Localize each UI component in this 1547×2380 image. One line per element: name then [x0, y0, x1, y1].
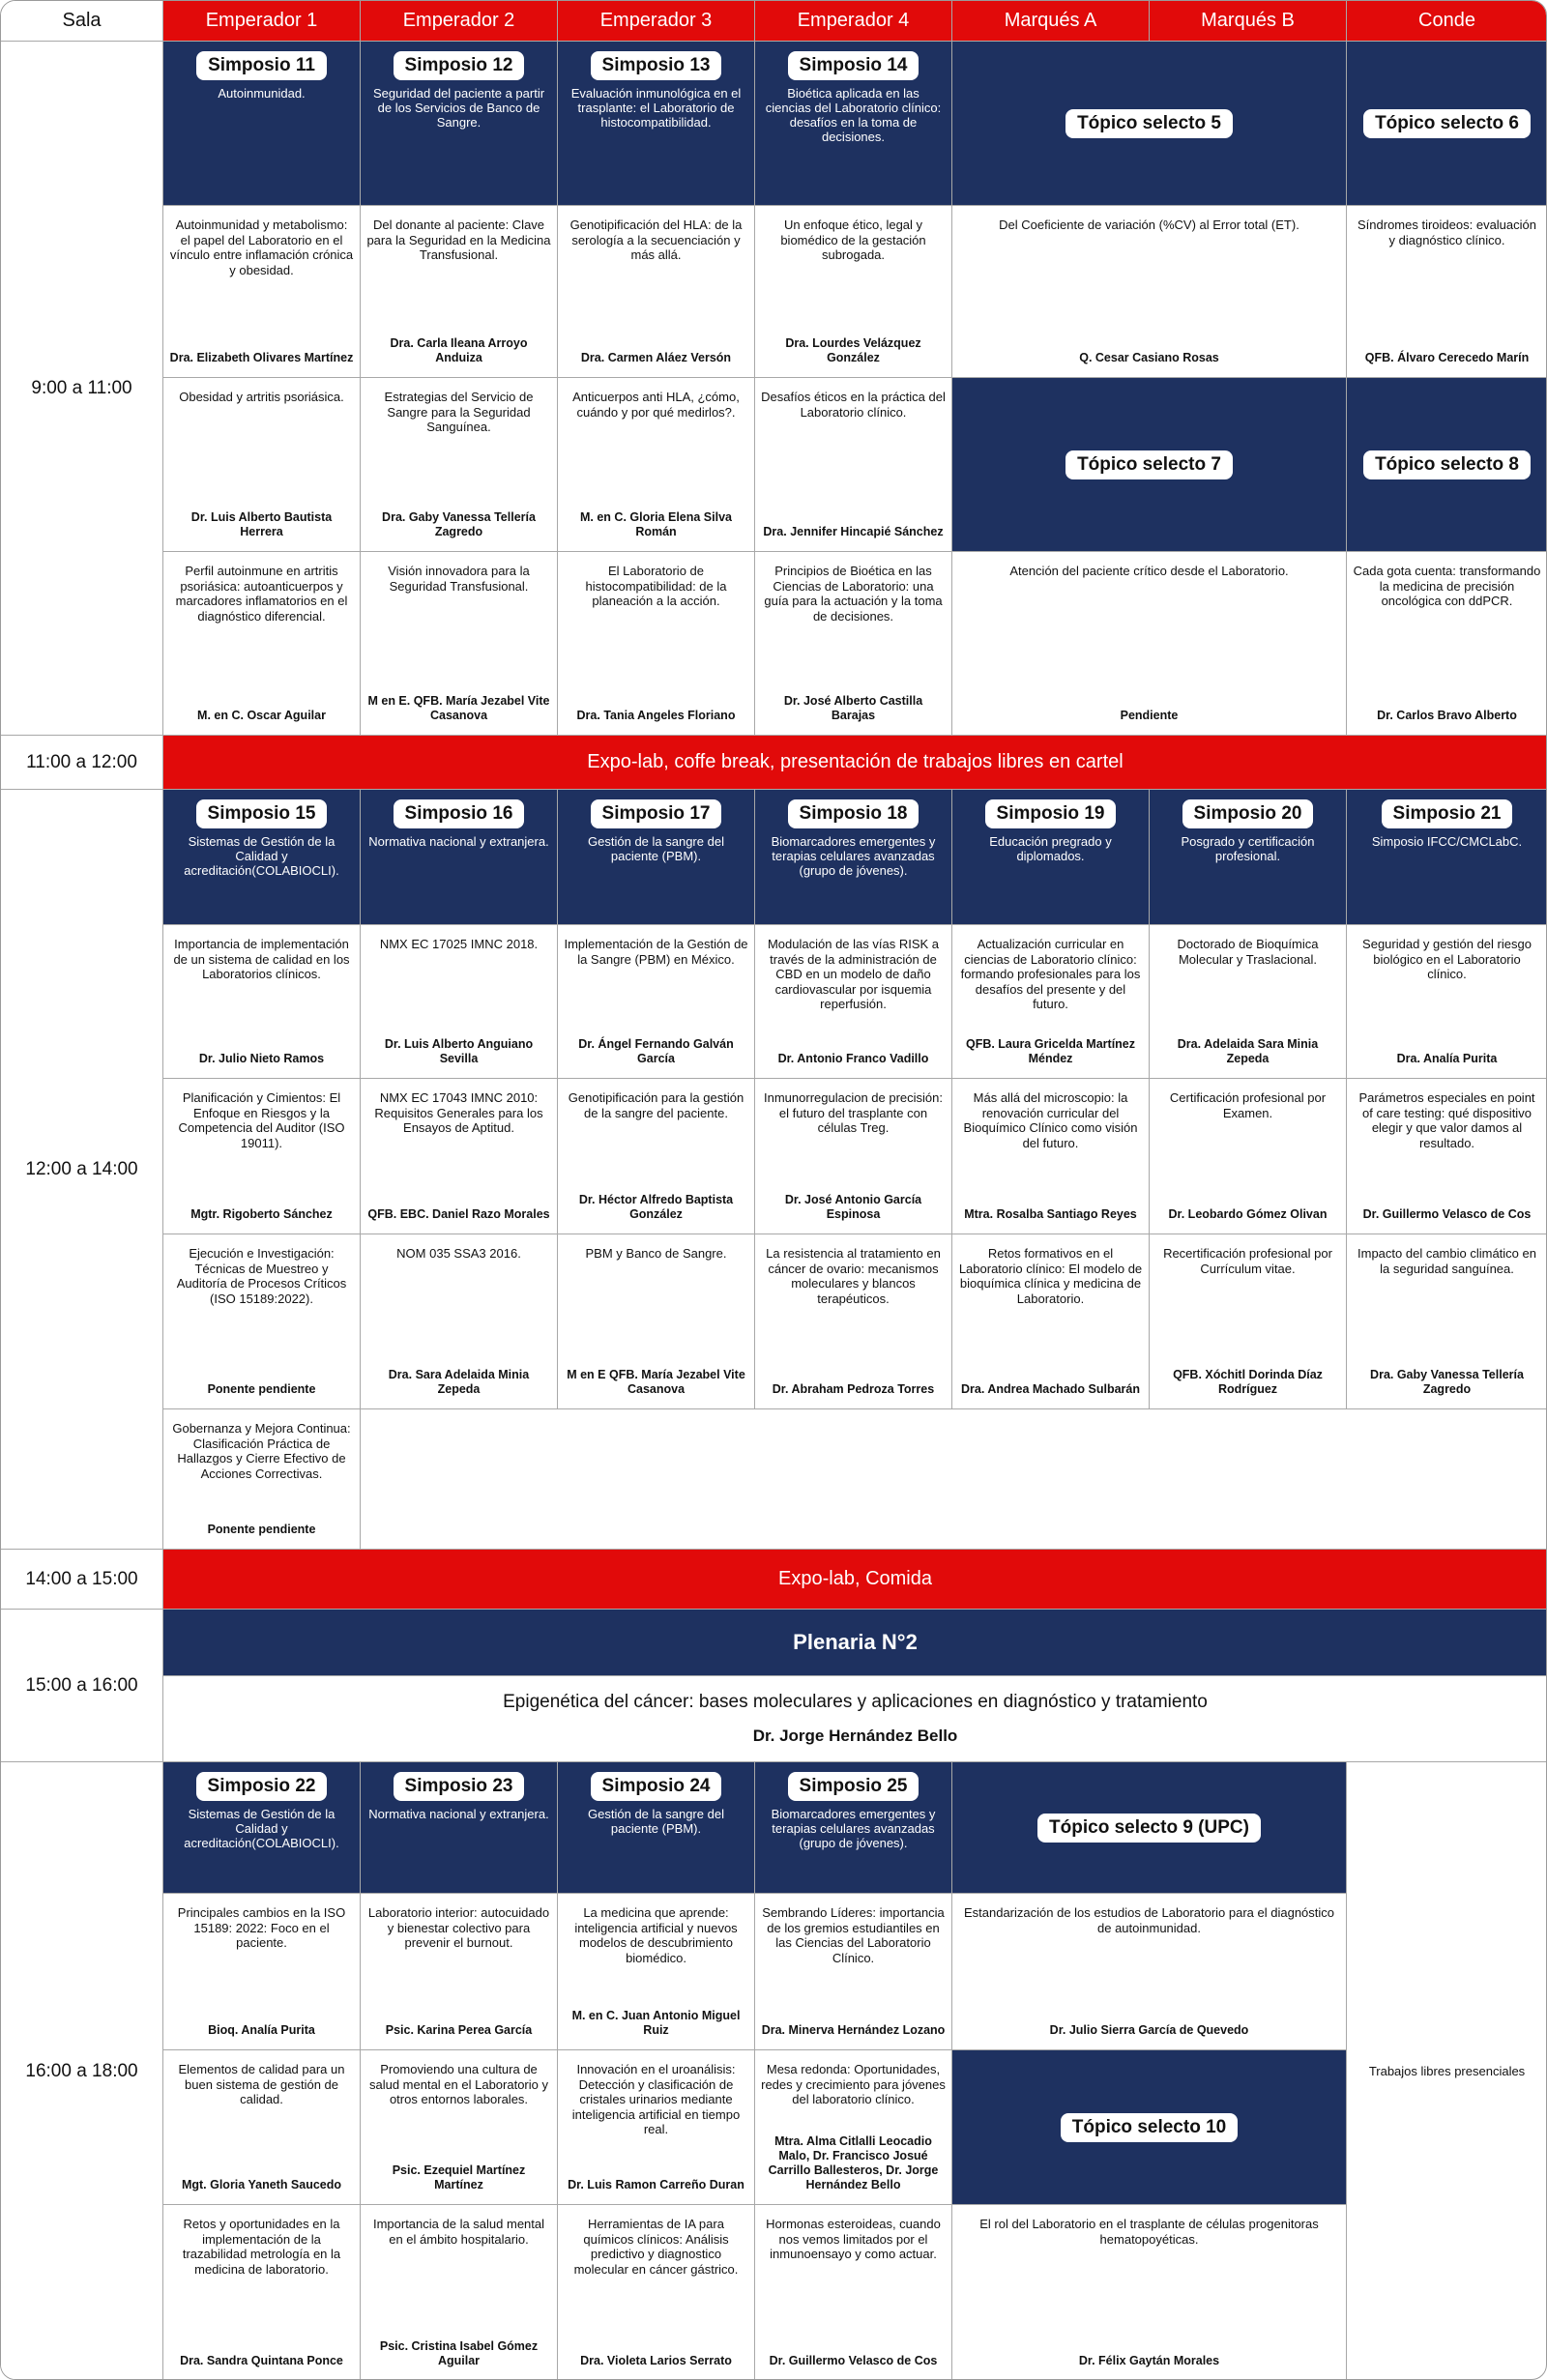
speaker-name: QFB. EBC. Daniel Razo Morales: [367, 1207, 550, 1221]
speaker-name: Dr. Leobardo Gómez Olivan: [1168, 1207, 1328, 1221]
talk-cell: [952, 1079, 1150, 1234]
talk-cell: [755, 2050, 952, 2205]
speaker-name: M. en C. Gloria Elena Silva Román: [580, 510, 732, 538]
symposium-badge: Simposio 22: [196, 1772, 328, 1801]
symposium-header: [558, 42, 755, 206]
symposium-badge: Simposio 25: [788, 1772, 919, 1801]
topic-badge: Tópico selecto 9 (UPC): [1037, 1814, 1261, 1843]
talk-cell: [558, 378, 755, 552]
talk-title: Parámetros especiales en point of care testing: qué dispositivo elegir y que valor damos al resultado.: [1358, 1090, 1535, 1150]
symposium-badge: Simposio 17: [591, 799, 722, 828]
talk-title: Síndromes tiroideos: evaluación y diagnóstico clínico.: [1357, 218, 1536, 247]
time-slot: 12:00 a 14:00: [1, 790, 163, 1550]
talk-cell: [1150, 925, 1347, 1079]
symposium-header: [361, 42, 558, 206]
coffee-break-band: Expo-lab, coffe break, presentación de trabajos libres en cartel: [163, 736, 1547, 790]
symposium-description: Bioética aplicada en las ciencias del Laboratorio clínico: desafíos en la toma de decisiones.: [765, 86, 942, 144]
talk-title: Más allá del microscopio: la renovación curricular del Bioquímico Clínico como visión del futuro.: [963, 1090, 1138, 1150]
lunch-band: Expo-lab, Comida: [163, 1550, 1547, 1610]
header-sala: Sala: [1, 1, 163, 42]
talk-title: Implementación de la Gestión de la Sangre (PBM) en México.: [564, 937, 748, 967]
talk-cell: [163, 1234, 361, 1409]
speaker-name: Dra. Adelaida Sara Minia Zepeda: [1177, 1037, 1319, 1065]
time-slot: 16:00 a 18:00: [1, 1762, 163, 2380]
symposium-header: [755, 42, 952, 206]
symposium-header: [1347, 790, 1547, 925]
speaker-name: Dra. Sara Adelaida Minia Zepeda: [388, 1368, 530, 1396]
talk-title: Un enfoque ético, legal y biomédico de la gestación subrogada.: [780, 218, 926, 262]
talk-cell: [163, 2205, 361, 2380]
speaker-name: Dr. Antonio Franco Vadillo: [777, 1052, 929, 1065]
talk-cell: [755, 1894, 952, 2050]
room-header: Conde: [1347, 1, 1547, 42]
talk-title: Mesa redonda: Oportunidades, redes y crecimiento para jóvenes del laboratorio clínico.: [761, 2062, 946, 2106]
speaker-name: M en E QFB. María Jezabel Vite Casanova: [567, 1368, 745, 1396]
speaker-name: Dr. Carlos Bravo Alberto: [1377, 709, 1517, 722]
symposium-description: Normativa nacional y extranjera.: [368, 1807, 549, 1821]
talk-cell: [755, 378, 952, 552]
symposium-header: [1150, 790, 1347, 925]
symposium-description: Biomarcadores emergentes y terapias celulares avanzadas (grupo de jóvenes).: [771, 834, 936, 878]
talk-title: Planificación y Cimientos: El Enfoque en Riesgos y la Competencia del Auditor (ISO 19011).: [178, 1090, 345, 1150]
talk-cell: [163, 925, 361, 1079]
talk-title: Importancia de implementación de un sistema de calidad en los Laboratorios clínicos.: [173, 937, 350, 981]
room-header: Emperador 3: [558, 1, 755, 42]
speaker-name: Bioq. Analía Purita: [208, 2023, 315, 2037]
speaker-name: Psic. Ezequiel Martínez Martínez: [392, 2163, 526, 2191]
talk-cell: [163, 206, 361, 378]
room-header: Marqués B: [1150, 1, 1347, 42]
speaker-name: Dra. Lourdes Velázquez González: [785, 336, 921, 364]
talk-cell: [163, 1894, 361, 2050]
topic-header: [952, 42, 1347, 206]
plenary-body: [163, 1676, 1547, 1762]
talk-title: Retos formativos en el Laboratorio clínico: El modelo de bioquímica clínica y medicina de Laboratorio.: [958, 1246, 1143, 1306]
empty-cell: [361, 1409, 1547, 1550]
speaker-name: Q. Cesar Casiano Rosas: [1079, 351, 1219, 364]
topic-header: [952, 2050, 1347, 2205]
talk-cell: [558, 925, 755, 1079]
room-header: Emperador 2: [361, 1, 558, 42]
plenary-title: Plenaria N°2: [163, 1610, 1547, 1676]
talk-cell: [1347, 925, 1547, 1079]
topic-header: [952, 378, 1347, 552]
talk-title: Actualización curricular en ciencias de Laboratorio clínico: formando profesionales para los desafíos del presente y del futuro.: [960, 937, 1141, 1011]
room-header: Emperador 1: [163, 1, 361, 42]
talk-cell: [163, 1079, 361, 1234]
talk-cell: [952, 1234, 1150, 1409]
speaker-name: Dr. Héctor Alfredo Baptista González: [578, 1193, 734, 1221]
talk-title: Del Coeficiente de variación (%CV) al Error total (ET).: [999, 218, 1299, 232]
talk-cell: [1150, 1234, 1347, 1409]
symposium-description: Gestión de la sangre del paciente (PBM).: [588, 1807, 724, 1836]
talk-cell: [361, 2050, 558, 2205]
speaker-name: Mgt. Gloria Yaneth Saucedo: [181, 2178, 342, 2191]
talk-title: Elementos de calidad para un buen sistema de gestión de calidad.: [178, 2062, 345, 2106]
talk-title: El rol del Laboratorio en el trasplante de células progenitoras hematopoyéticas.: [979, 2217, 1319, 2247]
speaker-name: Dr. Luis Ramon Carreño Duran: [568, 2178, 744, 2191]
talk-title: La medicina que aprende: inteligencia artificial y nuevos modelos de descubrimiento biomédico.: [574, 1905, 738, 1965]
topic-badge: Tópico selecto 5: [1065, 109, 1233, 138]
talk-title: Genotipificación para la gestión de la sangre del paciente.: [568, 1090, 744, 1120]
talk-title: Laboratorio interior: autocuidado y bienestar colectivo para prevenir el burnout.: [367, 1905, 550, 1950]
talk-cell: [361, 1234, 558, 1409]
talk-title: Doctorado de Bioquímica Molecular y Traslacional.: [1177, 937, 1319, 967]
symposium-header: [952, 790, 1150, 925]
talk-title: Recertificación profesional por Currículum vitae.: [1163, 1246, 1332, 1276]
plenary-speaker: Dr. Jorge Hernández Bello: [752, 1727, 958, 1745]
talk-title: Principales cambios en la ISO 15189: 2022: Foco en el paciente.: [177, 1905, 346, 1950]
speaker-name: Pendiente: [1120, 709, 1179, 722]
talk-cell: [361, 1079, 558, 1234]
symposium-header: [755, 1762, 952, 1894]
talk-title: Promoviendo una cultura de salud mental en el Laboratorio y otros entornos laborales.: [368, 2062, 548, 2106]
talk-title: Visión innovadora para la Seguridad Transfusional.: [388, 564, 530, 594]
time-slot: 15:00 a 16:00: [1, 1610, 163, 1762]
speaker-name: Dra. Violeta Larios Serrato: [580, 2354, 732, 2367]
talk-title: Ejecución e Investigación: Técnicas de Muestreo y Auditoría de Procesos Críticos (ISO 15189:2022).: [176, 1246, 347, 1306]
symposium-header: [558, 1762, 755, 1894]
talk-title: Herramientas de IA para químicos clínicos: Análisis predictivo y diagnostico molecular en cáncer gástrico.: [573, 2217, 739, 2277]
speaker-name: Ponente pendiente: [207, 1382, 316, 1396]
talk-cell: [755, 925, 952, 1079]
talk-cell: [952, 2205, 1347, 2380]
speaker-name: Dra. Gaby Vanessa Tellería Zagredo: [382, 510, 536, 538]
speaker-name: QFB. Laura Gricelda Martínez Méndez: [965, 1037, 1136, 1065]
talk-cell: [558, 2205, 755, 2380]
symposium-description: Posgrado y certificación profesional.: [1181, 834, 1315, 863]
talk-cell: [361, 206, 558, 378]
symposium-badge: Simposio 18: [788, 799, 919, 828]
talk-title: Modulación de las vías RISK a través de la administración de CBD en un modelo de daño cardiovascular por isquemia reperfusión.: [767, 937, 940, 1011]
talk-cell: [952, 925, 1150, 1079]
symposium-description: Autoinmunidad.: [218, 86, 306, 101]
speaker-name: Dr. Félix Gaytán Morales: [1078, 2354, 1220, 2367]
speaker-name: Dr. Luis Alberto Bautista Herrera: [190, 510, 333, 538]
talk-cell: [361, 925, 558, 1079]
talk-title: Anticuerpos anti HLA, ¿cómo, cuándo y por qué medirlos?.: [572, 390, 740, 420]
topic-badge: Tópico selecto 6: [1363, 109, 1531, 138]
talk-cell: [755, 2205, 952, 2380]
talk-title: Certificación profesional por Examen.: [1169, 1090, 1327, 1120]
talk-cell: [558, 206, 755, 378]
symposium-badge: Simposio 11: [196, 51, 327, 80]
speaker-name: Mgtr. Rigoberto Sánchez: [190, 1207, 333, 1221]
topic-badge: Tópico selecto 8: [1363, 450, 1531, 479]
speaker-name: Dra. Minerva Hernández Lozano: [761, 2023, 946, 2037]
speaker-name: M. en C. Juan Antonio Miguel Ruiz: [571, 2009, 741, 2037]
room-header: Marqués A: [952, 1, 1150, 42]
talk-cell: [163, 2050, 361, 2205]
symposium-header: [558, 790, 755, 925]
talk-cell: [1347, 1079, 1547, 1234]
talk-cell: [952, 1894, 1347, 2050]
time-slot: 11:00 a 12:00: [1, 736, 163, 790]
symposium-description: Biomarcadores emergentes y terapias celulares avanzadas (grupo de jóvenes).: [771, 1807, 936, 1850]
talk-cell: [1150, 1079, 1347, 1234]
talk-cell: [952, 206, 1347, 378]
talk-title: NOM 035 SSA3 2016.: [396, 1246, 521, 1261]
talk-cell: [361, 1894, 558, 2050]
talk-title: Perfil autoinmune en artritis psoriásica: autoanticuerpos y marcadores inflamatorios en el diagnóstico diferencial.: [175, 564, 348, 624]
symposium-description: Simposio IFCC/CMCLabC.: [1371, 834, 1523, 849]
symposium-badge: Simposio 13: [591, 51, 722, 80]
symposium-header: [163, 790, 361, 925]
talk-title: Sembrando Líderes: importancia de los gremios estudiantiles en las Ciencias del Laboratorio Clínico.: [762, 1905, 945, 1965]
speaker-name: Dr. Guillermo Velasco de Cos: [769, 2354, 938, 2367]
conde-free-papers: Trabajos libres presenciales: [1347, 1762, 1547, 2380]
speaker-name: Mtra. Alma Citlalli Leocadio Malo, Dr. Francisco Josué Carrillo Ballesteros, Dr. Jorge Hernández Bello: [768, 2134, 939, 2191]
symposium-description: Educación pregrado y diplomados.: [989, 834, 1112, 863]
symposium-badge: Simposio 16: [394, 799, 525, 828]
plenary-talk: Epigenética del cáncer: bases moleculares y aplicaciones en diagnóstico y tratamiento: [503, 1692, 1208, 1712]
speaker-name: Dra. Sandra Quintana Ponce: [180, 2354, 343, 2367]
talk-title: Hormonas esteroideas, cuando nos vemos limitados por el inmunoensayo y como actuar.: [766, 2217, 941, 2261]
talk-title: Inmunorregulacion de precisión: el futuro del trasplante con células Treg.: [764, 1090, 943, 1135]
speaker-name: Ponente pendiente: [207, 1523, 316, 1536]
talk-cell: [755, 552, 952, 736]
speaker-name: Dra. Elizabeth Olivares Martínez: [169, 351, 354, 364]
talk-title: Estrategias del Servicio de Sangre para la Seguridad Sanguínea.: [384, 390, 534, 434]
talk-cell: [558, 2050, 755, 2205]
talk-title: El Laboratorio de histocompatibilidad: de la planeación a la acción.: [585, 564, 727, 608]
speaker-name: Psic. Cristina Isabel Gómez Aguilar: [379, 2339, 539, 2367]
talk-title: Cada gota cuenta: transformando la medicina de precisión oncológica con ddPCR.: [1353, 564, 1541, 608]
talk-title: Principios de Bioética en las Ciencias de Laboratorio: una guía para la actuación y la toma de decisiones.: [764, 564, 943, 624]
talk-cell: [163, 378, 361, 552]
speaker-name: Dra. Andrea Machado Sulbarán: [961, 1382, 1140, 1396]
symposium-header: [361, 1762, 558, 1894]
topic-badge: Tópico selecto 10: [1061, 2113, 1238, 2142]
speaker-name: Dra. Gaby Vanessa Tellería Zagredo: [1370, 1368, 1524, 1396]
symposium-header: [163, 42, 361, 206]
speaker-name: QFB. Álvaro Cerecedo Marín: [1364, 351, 1530, 364]
room-header: Emperador 4: [755, 1, 952, 42]
speaker-name: Dra. Jennifer Hincapié Sánchez: [763, 525, 944, 538]
talk-title: Del donante al paciente: Clave para la Seguridad en la Medicina Transfusional.: [366, 218, 551, 262]
symposium-description: Sistemas de Gestión de la Calidad y acreditación(COLABIOCLI).: [184, 1807, 339, 1850]
symposium-header: [361, 790, 558, 925]
speaker-name: QFB. Xóchitl Dorinda Díaz Rodríguez: [1173, 1368, 1323, 1396]
symposium-badge: Simposio 20: [1182, 799, 1314, 828]
talk-title: Genotipificación del HLA: de la serología a la secuenciación y más allá.: [569, 218, 743, 262]
talk-cell: [558, 1894, 755, 2050]
speaker-name: Dr. Guillermo Velasco de Cos: [1362, 1207, 1532, 1221]
talk-title: Autoinmunidad y metabolismo: el papel del Laboratorio en el vínculo entre inflamación crónica y obesidad.: [169, 218, 354, 277]
symposium-description: Gestión de la sangre del paciente (PBM).: [588, 834, 724, 863]
symposium-badge: Simposio 12: [394, 51, 525, 80]
talk-title: Seguridad y gestión del riesgo biológico en el Laboratorio clínico.: [1362, 937, 1532, 981]
talk-title: Innovación en el uroanálisis: Detección y clasificación de cristales urinarios mediante inteligencia artificial en tiempo real.: [571, 2062, 741, 2136]
talk-cell: [1347, 1234, 1547, 1409]
speaker-name: Dra. Analía Purita: [1396, 1052, 1498, 1065]
talk-cell: [755, 1234, 952, 1409]
topic-header: [1347, 378, 1547, 552]
talk-cell: [755, 206, 952, 378]
speaker-name: Dr. Ángel Fernando Galván García: [578, 1037, 734, 1065]
talk-title: Impacto del cambio climático en la seguridad sanguínea.: [1357, 1246, 1536, 1276]
talk-title: Desafíos éticos en la práctica del Laboratorio clínico.: [761, 390, 946, 420]
speaker-name: Dr. Julio Sierra García de Quevedo: [1049, 2023, 1249, 2037]
symposium-badge: Simposio 21: [1382, 799, 1513, 828]
talk-title: Estandarización de los estudios de Laboratorio para el diagnóstico de autoinmunidad.: [963, 1905, 1335, 1935]
speaker-name: Dra. Carmen Aláez Versón: [580, 351, 732, 364]
talk-title: Atención del paciente crítico desde el Laboratorio.: [1009, 564, 1289, 578]
talk-cell: [163, 1409, 361, 1550]
talk-cell: [755, 1079, 952, 1234]
topic-header: [952, 1762, 1347, 1894]
talk-title: NMX EC 17043 IMNC 2010: Requisitos Generales para los Ensayos de Aptitud.: [374, 1090, 543, 1135]
talk-title: NMX EC 17025 IMNC 2018.: [379, 937, 539, 951]
talk-title: Gobernanza y Mejora Continua: Clasificación Práctica de Hallazgos y Cierre Efectivo de Acciones Correctivas.: [172, 1421, 351, 1481]
talk-cell: [1347, 206, 1547, 378]
speaker-name: Mtra. Rosalba Santiago Reyes: [964, 1207, 1137, 1221]
speaker-name: M en E. QFB. María Jezabel Vite Casanova: [367, 694, 550, 722]
talk-title: PBM y Banco de Sangre.: [585, 1246, 727, 1261]
symposium-badge: Simposio 24: [591, 1772, 722, 1801]
talk-cell: [952, 552, 1347, 736]
speaker-name: Psic. Karina Perea García: [385, 2023, 533, 2037]
topic-header: [1347, 42, 1547, 206]
talk-cell: [361, 2205, 558, 2380]
symposium-badge: Simposio 15: [196, 799, 328, 828]
time-slot: 14:00 a 15:00: [1, 1550, 163, 1610]
talk-title: Obesidad y artritis psoriásica.: [179, 390, 344, 404]
topic-badge: Tópico selecto 7: [1065, 450, 1233, 479]
talk-cell: [361, 552, 558, 736]
speaker-name: Dr. José Alberto Castilla Barajas: [783, 694, 923, 722]
symposium-header: [755, 790, 952, 925]
talk-cell: [1347, 552, 1547, 736]
symposium-header: [163, 1762, 361, 1894]
talk-title: La resistencia al tratamiento en cáncer de ovario: mecanismos moleculares y blancos terapéuticos.: [766, 1246, 941, 1306]
symposium-badge: Simposio 23: [394, 1772, 525, 1801]
talk-cell: [558, 552, 755, 736]
speaker-name: Dra. Tania Angeles Floriano: [576, 709, 736, 722]
speaker-name: Dr. José Antonio García Espinosa: [784, 1193, 922, 1221]
talk-cell: [558, 1234, 755, 1409]
symposium-description: Sistemas de Gestión de la Calidad y acreditación(COLABIOCLI).: [184, 834, 339, 878]
talk-cell: [558, 1079, 755, 1234]
speaker-name: Dr. Abraham Pedroza Torres: [772, 1382, 935, 1396]
symposium-description: Normativa nacional y extranjera.: [368, 834, 549, 849]
talk-title: Importancia de la salud mental en el ámbito hospitalario.: [372, 2217, 545, 2247]
speaker-name: Dr. Luis Alberto Anguiano Sevilla: [384, 1037, 534, 1065]
talk-cell: [163, 552, 361, 736]
speaker-name: Dr. Julio Nieto Ramos: [198, 1052, 325, 1065]
speaker-name: M. en C. Oscar Aguilar: [197, 709, 326, 722]
symposium-description: Seguridad del paciente a partir de los Servicios de Banco de Sangre.: [372, 86, 545, 130]
talk-title: Retos y oportunidades en la implementación de la trazabilidad metrología en la medicina de laboratorio.: [182, 2217, 341, 2277]
symposium-badge: Simposio 19: [985, 799, 1117, 828]
talk-cell: [361, 378, 558, 552]
symposium-badge: Simposio 14: [788, 51, 919, 80]
speaker-name: Dra. Carla Ileana Arroyo Anduiza: [390, 336, 528, 364]
symposium-description: Evaluación inmunológica en el trasplante: el Laboratorio de histocompatibilidad.: [570, 86, 742, 130]
time-slot: 9:00 a 11:00: [1, 42, 163, 736]
